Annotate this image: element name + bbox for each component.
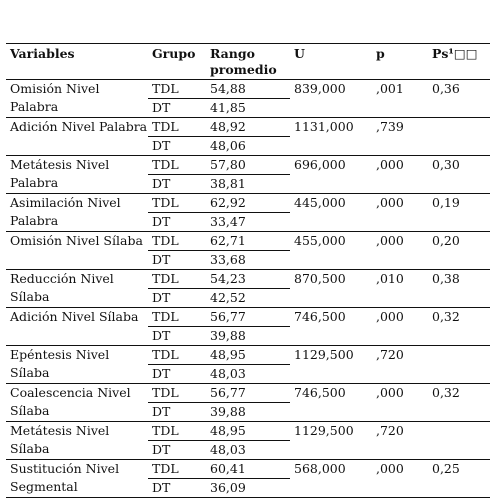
u-cell: 1131,000 — [294, 119, 354, 134]
rank-cell: 48,95 — [206, 422, 290, 441]
ps-cell: 0,25 — [432, 461, 460, 476]
empty-cell — [290, 289, 490, 308]
variable-cell: Adición Nivel Palabra — [6, 118, 148, 156]
variable-cell: Epéntesis Nivel Sílaba — [6, 346, 148, 384]
u-cell: 445,000 — [294, 195, 346, 210]
ps-cell: 0,32 — [432, 309, 460, 324]
header-variables: Variables — [6, 44, 148, 80]
ps-cell — [428, 346, 490, 365]
table-row — [6, 80, 490, 99]
group-cell: DT — [148, 289, 206, 308]
empty-cell — [290, 327, 490, 346]
u-cell: 568,000 — [294, 461, 346, 476]
rank-cell: 39,88 — [206, 403, 290, 422]
rank-cell: 48,03 — [206, 365, 290, 384]
empty-cell — [290, 175, 490, 194]
group-cell: TDL — [148, 80, 206, 99]
table-row — [6, 346, 490, 365]
table-row — [6, 118, 490, 137]
p-cell: ,720 — [376, 347, 404, 362]
group-cell: DT — [148, 327, 206, 346]
header-u: U — [290, 44, 372, 80]
p-cell: ,000 — [376, 233, 404, 248]
group-cell: TDL — [148, 384, 206, 403]
variable-cell: Coalescencia Nivel Sílaba — [6, 384, 148, 422]
p-cell: ,000 — [376, 309, 404, 324]
group-cell: TDL — [148, 270, 206, 289]
p-cell: ,010 — [376, 271, 404, 286]
header-ps: Ps¹□□ — [428, 44, 490, 80]
group-cell: TDL — [148, 422, 206, 441]
empty-cell — [290, 365, 490, 384]
group-cell: DT — [148, 137, 206, 156]
variable-cell: Asimilación Nivel Palabra — [6, 194, 148, 232]
p-cell: ,720 — [376, 423, 404, 438]
ps-cell: 0,20 — [432, 233, 460, 248]
table-row — [6, 384, 490, 403]
table-header — [6, 44, 490, 80]
variable-cell: Sustitución Nivel Segmental — [6, 460, 148, 498]
group-cell: DT — [148, 213, 206, 232]
rank-cell: 48,06 — [206, 137, 290, 156]
variable-cell: Reducción Nivel Sílaba — [6, 270, 148, 308]
table-body — [6, 80, 490, 498]
rank-cell: 56,77 — [206, 308, 290, 327]
empty-cell — [290, 441, 490, 460]
group-cell: TDL — [148, 118, 206, 137]
rank-cell: 54,23 — [206, 270, 290, 289]
rank-cell: 33,47 — [206, 213, 290, 232]
rank-cell: 36,09 — [206, 479, 290, 498]
rank-cell: 33,68 — [206, 251, 290, 270]
results-table — [6, 43, 490, 498]
empty-cell — [290, 403, 490, 422]
table-row — [6, 156, 490, 175]
ps-cell: 0,30 — [432, 157, 460, 172]
rank-cell: 48,03 — [206, 441, 290, 460]
rank-cell: 56,77 — [206, 384, 290, 403]
u-cell: 1129,500 — [294, 347, 354, 362]
u-cell: 839,000 — [294, 81, 346, 96]
rank-cell: 48,95 — [206, 346, 290, 365]
empty-cell — [290, 99, 490, 118]
empty-cell — [290, 137, 490, 156]
table-row — [6, 270, 490, 289]
group-cell: TDL — [148, 460, 206, 479]
rank-cell: 42,52 — [206, 289, 290, 308]
p-cell: ,000 — [376, 157, 404, 172]
header-p: p — [372, 44, 428, 80]
rank-cell: 41,85 — [206, 99, 290, 118]
rank-cell: 60,41 — [206, 460, 290, 479]
p-cell: ,001 — [376, 81, 404, 96]
group-cell: DT — [148, 99, 206, 118]
ps-cell: 0,19 — [432, 195, 460, 210]
group-cell: TDL — [148, 346, 206, 365]
group-cell: DT — [148, 365, 206, 384]
u-cell: 746,500 — [294, 309, 346, 324]
empty-cell — [290, 213, 490, 232]
table-row — [6, 194, 490, 213]
rank-cell: 62,92 — [206, 194, 290, 213]
empty-cell — [290, 479, 490, 498]
table-row — [6, 308, 490, 327]
u-cell: 746,500 — [294, 385, 346, 400]
rank-cell: 38,81 — [206, 175, 290, 194]
u-cell: 870,500 — [294, 271, 346, 286]
group-cell: DT — [148, 441, 206, 460]
p-cell: ,739 — [376, 119, 404, 134]
p-cell: ,000 — [376, 195, 404, 210]
table-row — [6, 460, 490, 479]
rank-cell: 48,92 — [206, 118, 290, 137]
empty-cell — [290, 251, 490, 270]
group-cell: DT — [148, 251, 206, 270]
ps-cell: 0,38 — [432, 271, 460, 286]
u-cell: 455,000 — [294, 233, 346, 248]
group-cell: DT — [148, 175, 206, 194]
u-cell: 1129,500 — [294, 423, 354, 438]
header-rango: Rango promedio — [206, 44, 290, 80]
rank-cell: 62,71 — [206, 232, 290, 251]
ps-cell: 0,32 — [432, 385, 460, 400]
group-cell: TDL — [148, 308, 206, 327]
group-cell: DT — [148, 479, 206, 498]
table-row — [6, 232, 490, 251]
variable-cell: Adición Nivel Sílaba — [6, 308, 148, 346]
rank-cell: 54,88 — [206, 80, 290, 99]
group-cell: DT — [148, 403, 206, 422]
u-cell: 696,000 — [294, 157, 346, 172]
header-grupo: Grupo — [148, 44, 206, 80]
p-cell: ,000 — [376, 385, 404, 400]
variable-cell: Omisión Nivel Sílaba — [6, 232, 148, 270]
rank-cell: 39,88 — [206, 327, 290, 346]
group-cell: TDL — [148, 194, 206, 213]
variable-cell: Metátesis Nivel Sílaba — [6, 422, 148, 460]
ps-cell — [428, 118, 490, 137]
group-cell: TDL — [148, 232, 206, 251]
ps-cell — [428, 422, 490, 441]
variable-cell: Metátesis Nivel Palabra — [6, 156, 148, 194]
variable-cell: Omisión Nivel Palabra — [6, 80, 148, 118]
group-cell: TDL — [148, 156, 206, 175]
rank-cell: 57,80 — [206, 156, 290, 175]
ps-cell: 0,36 — [432, 81, 460, 96]
header-row — [6, 44, 490, 80]
table-row — [6, 422, 490, 441]
p-cell: ,000 — [376, 461, 404, 476]
